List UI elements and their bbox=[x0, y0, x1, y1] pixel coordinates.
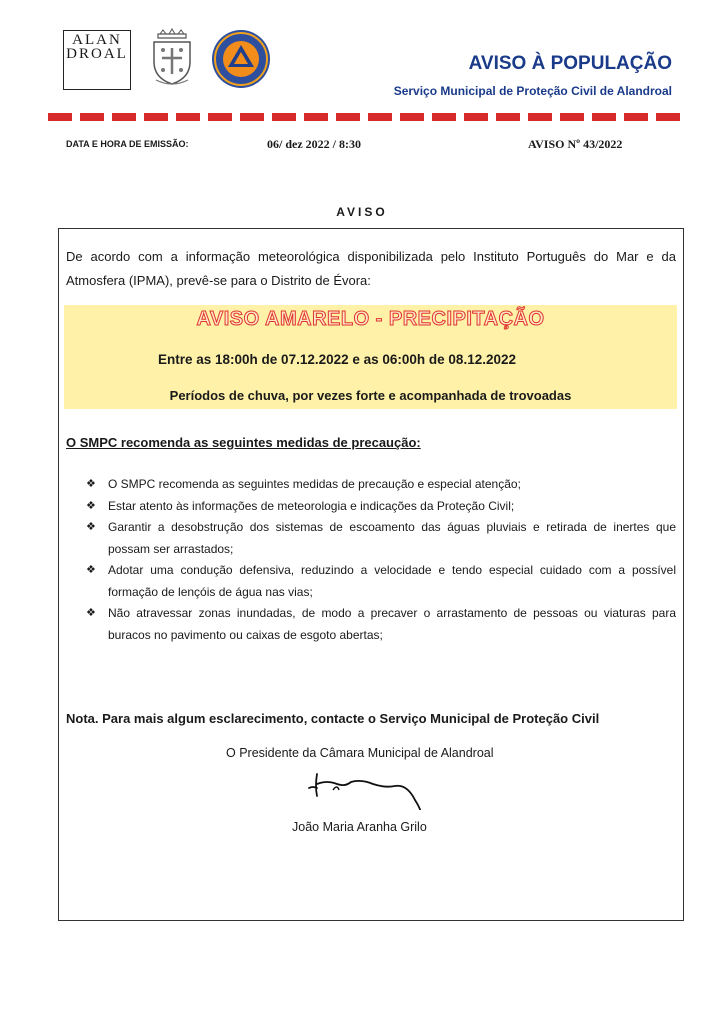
logo-line-1: ALAN bbox=[72, 32, 122, 48]
contact-note: Nota. Para mais algum esclarecimento, contacte o Serviço Municipal de Proteção Civil bbox=[66, 711, 600, 726]
alert-period: Entre as 18:00h de 07.12.2022 e as 06:00h de 08.12.2022 bbox=[158, 352, 516, 367]
intro-paragraph: De acordo com a informação meteorológica disponibilizada pelo Instituto Português do Mar e da Atmosfera (IPMA), prevê-se para o Distrito de Évora: bbox=[66, 249, 676, 288]
list-item-text: Não atravessar zonas inundadas, de modo a precaver o arrastamento de pessoas ou viaturas para buracos no pavimento ou caixas de esgoto abertas; bbox=[108, 606, 676, 642]
aviso-number: AVISO Nº 43/2022 bbox=[528, 137, 623, 151]
list-item bbox=[86, 603, 676, 646]
municipal-crest-icon bbox=[148, 28, 196, 88]
logo-line-2: DROAL bbox=[66, 46, 128, 62]
diamond-bullet-icon: ❖ bbox=[86, 564, 96, 576]
page-title: AVISO À POPULAÇÃO bbox=[468, 53, 672, 74]
diamond-bullet-icon: ❖ bbox=[86, 521, 96, 533]
list-item-text: Garantir a desobstrução dos sistemas de escoamento das águas pluviais e retirada de inertes que possam ser arrastados; bbox=[108, 520, 676, 556]
list-item bbox=[86, 517, 676, 560]
list-item bbox=[86, 496, 676, 518]
list-item bbox=[86, 560, 676, 603]
signatory-role: O Presidente da Câmara Municipal de Alandroal bbox=[226, 746, 494, 760]
recommendations-title: O SMPC recomenda as seguintes medidas de precaução: bbox=[66, 435, 421, 450]
list-item-text: Estar atento às informações de meteorologia e indicações da Proteção Civil; bbox=[108, 498, 515, 513]
diamond-bullet-icon: ❖ bbox=[86, 499, 96, 512]
list-item-text: Adotar uma condução defensiva, reduzindo a velocidade e tendo especial cuidado com a possível formação de lençóis de água nas vias; bbox=[108, 563, 676, 599]
page-subtitle: Serviço Municipal de Proteção Civil de Alandroal bbox=[393, 84, 672, 98]
signatory-name: João Maria Aranha Grilo bbox=[292, 820, 427, 834]
alert-title: AVISO AMARELO - PRECIPITAÇÃO bbox=[196, 308, 545, 330]
diamond-bullet-icon: ❖ bbox=[86, 478, 96, 490]
alert-description: Períodos de chuva, por vezes forte e acompanhada de trovoadas bbox=[169, 388, 572, 403]
alandroal-logo bbox=[63, 30, 131, 90]
handwritten-signature-icon bbox=[303, 770, 439, 810]
warning-stripe bbox=[48, 113, 680, 121]
recommendations-list bbox=[86, 474, 676, 646]
list-item bbox=[86, 474, 676, 496]
list-item-text: O SMPC recomenda as seguintes medidas de precaução e especial atenção; bbox=[108, 477, 521, 491]
civil-protection-logo-icon bbox=[211, 29, 271, 89]
section-title: AVISO bbox=[336, 205, 388, 219]
emission-datetime: 06/ dez 2022 / 8:30 bbox=[267, 137, 361, 151]
emission-label: DATA E HORA DE EMISSÃO: bbox=[66, 139, 189, 149]
diamond-bullet-icon: ❖ bbox=[86, 607, 96, 619]
